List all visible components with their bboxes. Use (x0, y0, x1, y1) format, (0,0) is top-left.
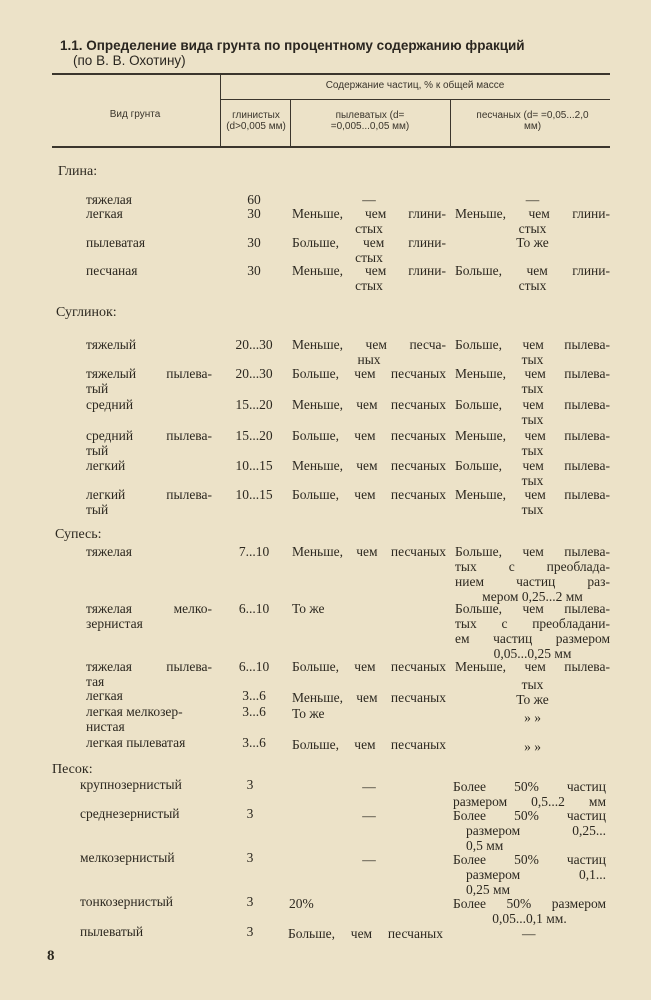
sand-value: Меньше, чем пылева- (455, 659, 610, 674)
silt-value: — (362, 852, 376, 867)
clay-value: 3...6 (242, 688, 266, 703)
sand-value-cont: стых (518, 278, 547, 293)
sand-value-cont: тых (521, 473, 544, 488)
sand-value: Больше, чем глини- (455, 263, 610, 278)
sand-value-cont: размером 0,25... (466, 823, 606, 838)
sand-value-cont: размером 0,5...2 мм (453, 794, 606, 809)
sand-value-cont: мером 0,25...2 мм (482, 589, 583, 604)
header-silt-fraction: пылеватых (d= =0,005...0,05 мм) (330, 110, 410, 132)
sand-value: » » (524, 739, 541, 754)
clay-value: 3 (246, 924, 254, 939)
row-label-cont: тый (86, 381, 109, 396)
sand-value-cont: тых (521, 412, 544, 427)
header-clay-fraction: глинистых (d>0,005 мм) (226, 110, 286, 132)
sand-value-cont: размером 0,1... (466, 867, 606, 882)
row-label: пылеватый (80, 924, 144, 939)
clay-value: 3...6 (242, 735, 266, 750)
sand-value: То же (516, 235, 549, 250)
sand-value: Больше, чем пылева- (455, 458, 610, 473)
silt-value: То же (292, 601, 325, 616)
silt-value: Меньше, чем песча- (292, 337, 446, 352)
sand-value-cont: тых (521, 352, 544, 367)
silt-value: 20% (289, 896, 314, 911)
silt-value: Меньше, чем песчаных (292, 397, 446, 412)
clay-value: 3 (246, 850, 254, 865)
clay-value: 3 (246, 806, 254, 821)
header-soil-type: Вид грунта (109, 109, 161, 120)
sand-value-cont: 0,25 мм (466, 882, 511, 897)
header-divider-2 (221, 99, 610, 100)
header-bottom-rule (52, 146, 610, 148)
sand-value-cont: тых с преобладани- (455, 616, 610, 631)
silt-value: Меньше, чем песчаных (292, 690, 446, 705)
silt-value: То же (292, 706, 325, 721)
clay-value: 30 (247, 263, 261, 278)
row-label-cont: нистая (86, 719, 125, 734)
row-label: легкая (86, 688, 123, 703)
row-label: среднезернистый (80, 806, 180, 821)
clay-value: 30 (247, 206, 261, 221)
sand-value-cont: 0,05...0,25 мм (493, 646, 572, 661)
clay-value: 30 (247, 235, 261, 250)
silt-value: Больше, чем песчаных (292, 487, 446, 502)
header-content-group: Содержание частиц, % к общей массе (325, 80, 505, 91)
sand-value-cont: тых (521, 677, 544, 692)
silt-value: Больше, чем песчаных (288, 926, 443, 941)
silt-value: — (362, 192, 376, 207)
row-label: легкая (86, 206, 123, 221)
clay-value: 3 (246, 777, 254, 792)
row-label: средний пылева- (86, 428, 212, 443)
header-divider-3 (290, 99, 291, 147)
group-heading-clay: Глина: (58, 164, 98, 179)
header-top-rule (52, 73, 610, 75)
silt-value: Меньше, чем песчаных (292, 544, 446, 559)
sand-value: — (522, 926, 536, 941)
sand-value: Больше, чем пылева- (455, 544, 610, 559)
row-label: легкая пылеватая (86, 735, 186, 750)
page-number: 8 (47, 948, 55, 964)
sand-value-cont: тых с преоблада- (455, 559, 610, 574)
row-label: тяжелая (86, 192, 133, 207)
silt-value: Больше, чем песчаных (292, 366, 446, 381)
clay-value: 6...10 (238, 659, 270, 674)
silt-value: Больше, чем песчаных (292, 737, 446, 752)
sand-value: Более 50% частиц (453, 808, 606, 823)
sand-value: Меньше, чем глини- (455, 206, 610, 221)
row-label: тяжелая (86, 544, 133, 559)
clay-value: 7...10 (238, 544, 270, 559)
sand-value: Меньше, чем пылева- (455, 428, 610, 443)
clay-value: 15...20 (235, 397, 273, 412)
row-label-cont: зернистая (86, 616, 143, 631)
clay-value: 6...10 (238, 601, 270, 616)
silt-value-cont: стых (355, 221, 383, 236)
header-divider-1 (220, 74, 221, 147)
header-divider-4 (450, 99, 451, 147)
row-label: тяжелая пылева- (86, 659, 212, 674)
group-heading-loam: Суглинок: (56, 305, 117, 320)
sand-value-cont: нием частиц раз- (455, 574, 610, 589)
row-label: средний (86, 397, 134, 412)
row-label: легкая мелкозер- (86, 704, 183, 719)
sand-value: Больше, чем пылева- (455, 397, 610, 412)
group-heading-sandy-loam: Супесь: (55, 527, 102, 542)
silt-value: Меньше, чем глини- (292, 206, 446, 221)
row-label: крупнозернистый (80, 777, 182, 792)
clay-value: 10...15 (235, 487, 273, 502)
row-label: пылеватая (86, 235, 146, 250)
silt-value: Больше, чем песчаных (292, 428, 446, 443)
row-label-cont: тый (86, 502, 109, 517)
row-label: мелкозернистый (80, 850, 175, 865)
row-label: тяжелый (86, 337, 137, 352)
sand-value-cont: тых (521, 502, 544, 517)
row-label-cont: тый (86, 443, 109, 458)
clay-value: 3 (246, 894, 254, 909)
silt-value: — (362, 808, 376, 823)
sand-value: Более 50% частиц (453, 779, 606, 794)
row-label: тяжелый пылева- (86, 366, 212, 381)
row-label: легкий пылева- (86, 487, 212, 502)
sand-value: То же (516, 692, 549, 707)
sand-value: Больше, чем пылева- (455, 601, 610, 616)
silt-value: Меньше, чем песчаных (292, 458, 446, 473)
silt-value: Больше, чем песчаных (292, 659, 446, 674)
silt-value: — (362, 779, 376, 794)
sand-value: Больше, чем пылева- (455, 337, 610, 352)
header-sand-fraction: песчаных (d= =0,05...2,0 мм) (476, 110, 589, 132)
clay-value: 60 (247, 192, 261, 207)
sand-value-cont: тых (521, 443, 544, 458)
clay-value: 20...30 (235, 366, 273, 381)
group-heading-sand: Песок: (52, 762, 93, 777)
table-subtitle: (по В. В. Охотину) (73, 53, 186, 68)
sand-value: Более 50% размером (453, 896, 606, 911)
sand-value: » » (524, 710, 541, 725)
row-label: тяжелая мелко- (86, 601, 212, 616)
sand-value: — (525, 192, 540, 207)
sand-value-cont: тых (521, 381, 544, 396)
row-label: тонкозернистый (80, 894, 174, 909)
clay-value: 10...15 (235, 458, 273, 473)
sand-value: Более 50% частиц (453, 852, 606, 867)
sand-value: Меньше, чем пылева- (455, 487, 610, 502)
row-label: песчаная (86, 263, 138, 278)
sand-value-cont: стых (518, 221, 547, 236)
sand-value-cont: 0,5 мм (466, 838, 504, 853)
silt-value: Больше, чем глини- (292, 235, 446, 250)
silt-value-cont: стых (355, 278, 383, 293)
table-title: 1.1. Определение вида грунта по процентному содержанию фракций (60, 38, 525, 53)
silt-value-cont: стых (355, 250, 383, 265)
clay-value: 3...6 (242, 704, 266, 719)
sand-value-cont: 0,05...0,1 мм. (492, 911, 567, 926)
clay-value: 20...30 (235, 337, 273, 352)
silt-value: Меньше, чем глини- (292, 263, 446, 278)
row-label-cont: тая (86, 674, 105, 689)
silt-value-cont: ных (357, 352, 381, 367)
row-label: легкий (86, 458, 126, 473)
sand-value-cont: ем частиц размером (455, 631, 610, 646)
clay-value: 15...20 (235, 428, 273, 443)
sand-value: Меньше, чем пылева- (455, 366, 610, 381)
